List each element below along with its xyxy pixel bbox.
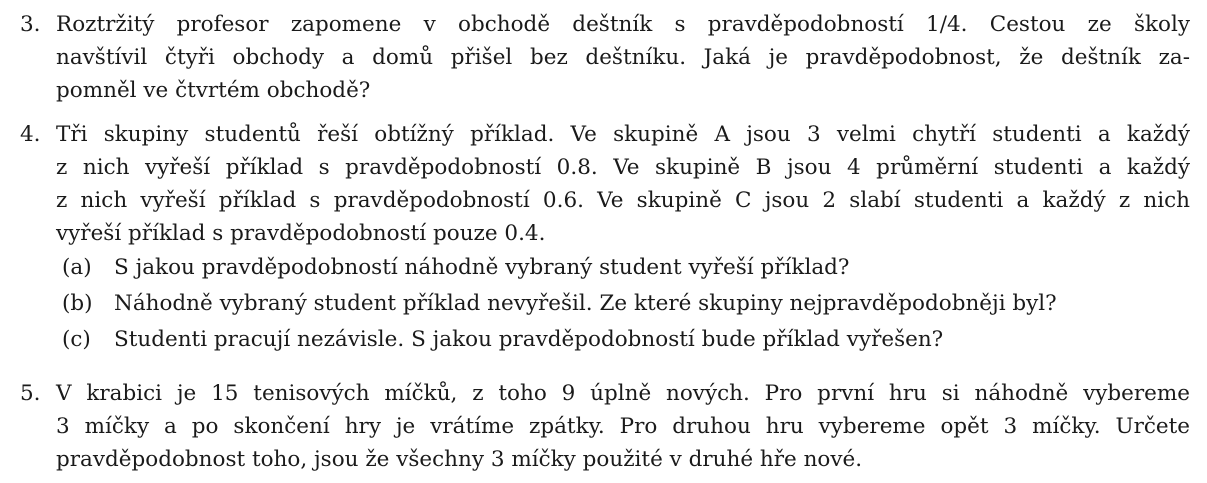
text-line: vyřeší příklad s pravděpodobností pouze 0.4. <box>56 221 546 246</box>
subitem-text: Náhodně vybraný student příklad nevyřešil. Ze které skupiny nejpravděpodobněji byl? <box>114 291 1057 316</box>
subitem-label: (a) <box>62 255 92 280</box>
text-line: navštívil čtyři obchody a domů přišel bez deštníku. Jaká je pravděpodobnost, že deštník za- <box>56 45 1190 70</box>
text-line: Tři skupiny studentů řeší obtížný příklad. Ve skupině A jsou 3 velmi chytří studenti a každý <box>56 122 1190 147</box>
problem-text <box>56 8 1190 107</box>
subitem-a <box>56 250 1190 286</box>
text-line: z nich vyřeší příklad s pravděpodobností 0.8. Ve skupině B jsou 4 průměrní studenti a každý <box>56 155 1190 180</box>
problem-text <box>56 118 1190 250</box>
subitem-label: (c) <box>62 327 91 352</box>
text-line: V krabici je 15 tenisových míčků, z toho 9 úplně nových. Pro první hru si náhodně vybereme <box>56 381 1190 406</box>
subitem-b <box>56 286 1190 322</box>
problem-number: 3. <box>20 12 41 37</box>
problem-number: 5. <box>20 381 41 406</box>
text-line: pomněl ve čtvrtém obchodě? <box>56 78 371 103</box>
text-line: Roztržitý profesor zapomene v obchodě deštník s pravděpodobností 1/4. Cestou ze školy <box>56 12 1190 37</box>
problem-number: 4. <box>20 122 41 147</box>
problem-3 <box>20 8 1190 107</box>
problem-4 <box>20 118 1190 358</box>
subitem-text: Studenti pracují nezávisle. S jakou pravděpodobností bude příklad vyřešen? <box>114 327 944 352</box>
problem-5 <box>20 377 1190 476</box>
text-line: 3 míčky a po skončení hry je vrátíme zpátky. Pro druhou hru vybereme opět 3 míčky. Určete <box>56 414 1190 439</box>
problem-text <box>56 377 1190 476</box>
text-line: z nich vyřeší příklad s pravděpodobností 0.6. Ve skupině C jsou 2 slabí studenti a každý z nich <box>56 188 1190 213</box>
subitem-label: (b) <box>62 291 93 316</box>
subitem-c <box>56 322 1190 358</box>
text-line: pravděpodobnost toho, jsou že všechny 3 míčky použité v druhé hře nové. <box>56 447 863 472</box>
subitem-text: S jakou pravděpodobností náhodně vybraný student vyřeší příklad? <box>114 255 850 280</box>
subitem-list <box>56 250 1190 358</box>
